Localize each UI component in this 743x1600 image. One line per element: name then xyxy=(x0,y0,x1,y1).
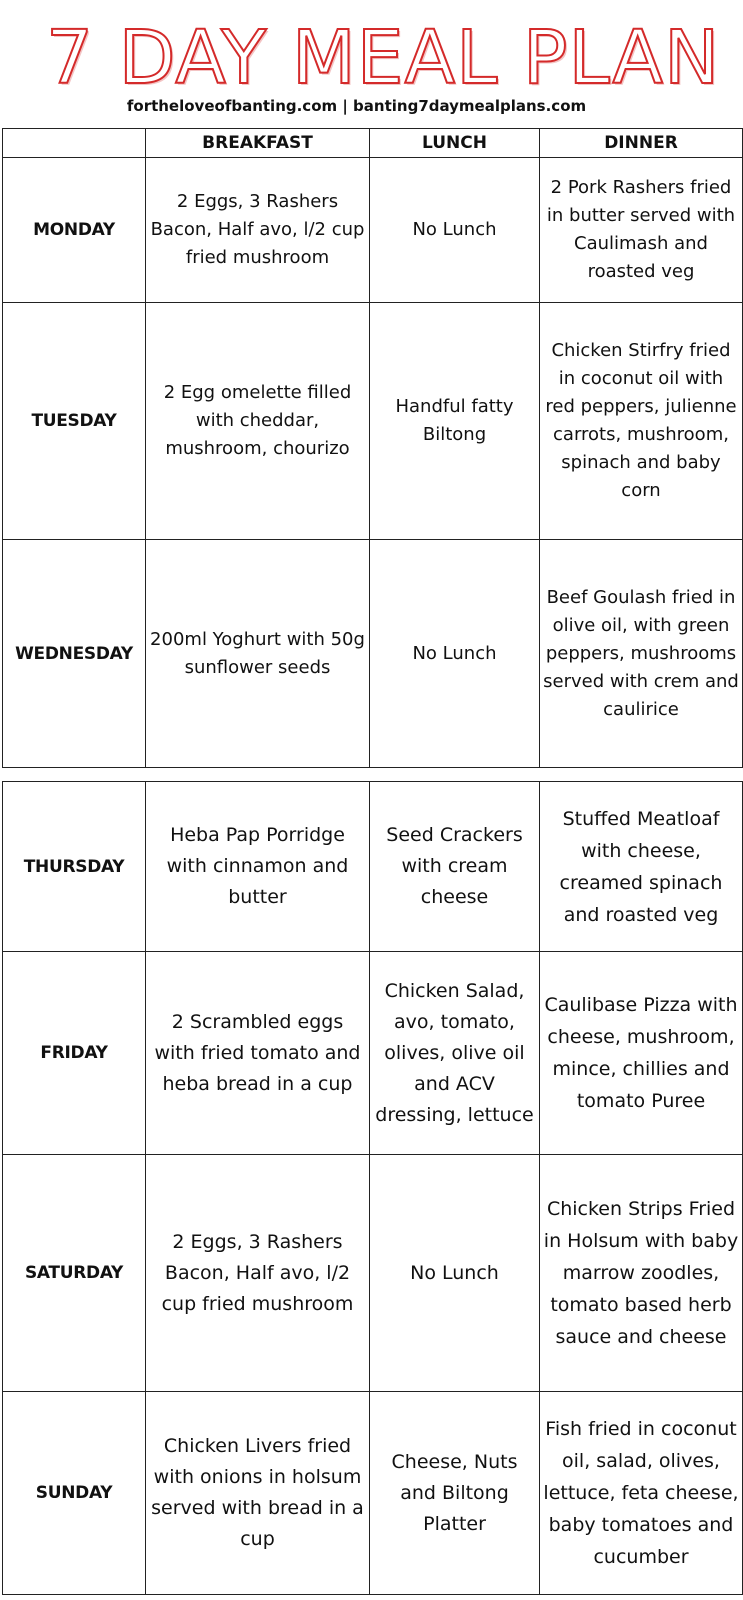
table-row xyxy=(3,303,743,540)
breakfast-cell: 200ml Yoghurt with 50g sunflower seeds xyxy=(146,540,370,768)
lunch-cell: Seed Crackers with cream cheese xyxy=(370,782,540,952)
dinner-cell: Stuffed Meatloaf with cheese, creamed spinach and roasted veg xyxy=(540,782,743,952)
day-label: THURSDAY xyxy=(3,782,146,952)
header-blank-cell xyxy=(3,129,146,158)
table-header-row xyxy=(3,129,743,158)
dinner-cell: Chicken Strips Fried in Holsum with baby marrow zoodles, tomato based herb sauce and cheese xyxy=(540,1155,743,1392)
dinner-cell: Chicken Stirfry fried in coconut oil with red peppers, julienne carrots, mushroom, spinach and baby corn xyxy=(540,303,743,540)
table-row xyxy=(3,952,743,1155)
breakfast-cell: 2 Eggs, 3 Rashers Bacon, Half avo, l/2 cup fried mushroom xyxy=(146,1155,370,1392)
breakfast-cell: 2 Eggs, 3 Rashers Bacon, Half avo, l/2 cup fried mushroom xyxy=(146,158,370,303)
breakfast-cell: Chicken Livers fried with onions in holsum served with bread in a cup xyxy=(146,1392,370,1595)
lunch-cell: No Lunch xyxy=(370,1155,540,1392)
lunch-cell: No Lunch xyxy=(370,158,540,303)
dinner-cell: 2 Pork Rashers fried in butter served with Caulimash and roasted veg xyxy=(540,158,743,303)
lunch-cell: Cheese, Nuts and Biltong Platter xyxy=(370,1392,540,1595)
page-subtitle: fortheloveofbanting.com | banting7daymealplans.com xyxy=(126,97,587,115)
header-breakfast: BREAKFAST xyxy=(146,129,370,158)
day-label: MONDAY xyxy=(3,158,146,303)
breakfast-cell: 2 Scrambled eggs with fried tomato and heba bread in a cup xyxy=(146,952,370,1155)
day-label: WEDNESDAY xyxy=(3,540,146,768)
dinner-cell: Fish fried in coconut oil, salad, olives, lettuce, feta cheese, baby tomatoes and cucumber xyxy=(540,1392,743,1595)
table-row xyxy=(3,158,743,303)
dinner-cell: Caulibase Pizza with cheese, mushroom, mince, chillies and tomato Puree xyxy=(540,952,743,1155)
page-title: 7 DAY MEAL PLAN xyxy=(46,15,721,101)
day-label: SATURDAY xyxy=(3,1155,146,1392)
lunch-cell: Handful fatty Biltong xyxy=(370,303,540,540)
header-dinner: DINNER xyxy=(540,129,743,158)
lunch-cell: Chicken Salad, avo, tomato, olives, olive oil and ACV dressing, lettuce xyxy=(370,952,540,1155)
table-row xyxy=(3,782,743,952)
day-label: TUESDAY xyxy=(3,303,146,540)
meal-plan-table-top xyxy=(2,128,743,768)
table-row xyxy=(3,540,743,768)
lunch-cell: No Lunch xyxy=(370,540,540,768)
breakfast-cell: Heba Pap Porridge with cinnamon and butter xyxy=(146,782,370,952)
day-label: FRIDAY xyxy=(3,952,146,1155)
meal-plan-table-bottom xyxy=(2,781,743,1595)
breakfast-cell: 2 Egg omelette filled with cheddar, mushroom, chourizo xyxy=(146,303,370,540)
table-row xyxy=(3,1155,743,1392)
dinner-cell: Beef Goulash fried in olive oil, with green peppers, mushrooms served with crem and caulirice xyxy=(540,540,743,768)
day-label: SUNDAY xyxy=(3,1392,146,1595)
header-lunch: LUNCH xyxy=(370,129,540,158)
table-row xyxy=(3,1392,743,1595)
